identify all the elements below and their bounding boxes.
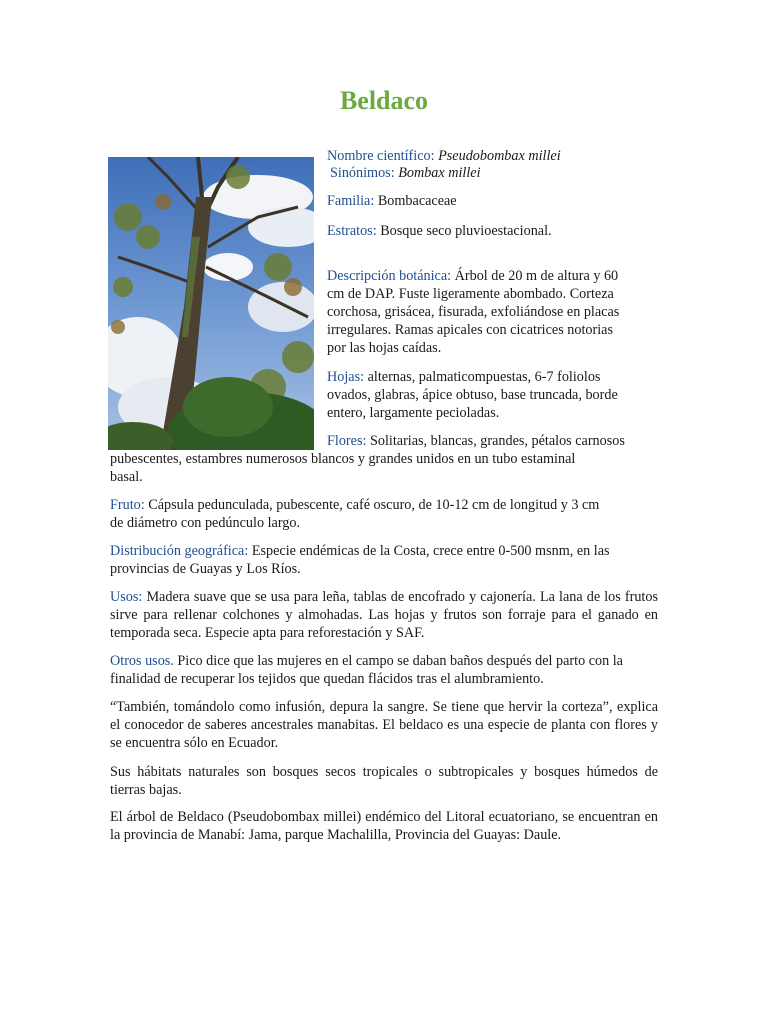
nombre-value: Pseudobombax millei bbox=[438, 148, 561, 164]
flores-line-3: basal. bbox=[110, 469, 143, 485]
arbol-paragraph: El árbol de Beldaco (Pseudobombax millei) endémico del Litoral ecuatoriano, se encuentran en la provincia de Manabí: Jama, parque Machalilla, Provincia del Guayas: Daule. bbox=[110, 809, 658, 843]
descripcion-line-3: corchosa, grisácea, fisurada, exfoliándose en placas bbox=[327, 304, 620, 320]
descripcion-line-2: cm de DAP. Fuste ligeramente abombado. Corteza bbox=[327, 286, 614, 302]
distribucion-text-1: Especie endémicas de la Costa, crece entre 0-500 msnm, en las bbox=[251, 543, 610, 559]
nombre-cientifico bbox=[327, 147, 561, 165]
distribucion-line-1 bbox=[110, 542, 610, 560]
nombre-label: Nombre científico: bbox=[327, 148, 435, 164]
hojas-line-2: ovados, glabras, ápice obtuso, base truncada, borde bbox=[327, 387, 618, 403]
familia-value: Bombacaceae bbox=[377, 193, 457, 209]
fruto-label: Fruto: bbox=[110, 497, 145, 513]
otros-usos-text: Pico dice que las mujeres en el campo se daban baños después del parto con la finalidad de recuperar los tejidos que quedan flácidos tras el alumbramiento. bbox=[110, 653, 623, 687]
otros-usos-paragraph bbox=[110, 652, 658, 688]
habitats-paragraph: Sus hábitats naturales son bosques secos tropicales o subtropicales y bosques húmedos de tierras bajas. bbox=[110, 764, 658, 798]
fruto-text-1: Cápsula pedunculada, pubescente, café oscuro, de 10-12 cm de longitud y 3 cm bbox=[148, 497, 600, 513]
sinonimos-value: Bombax millei bbox=[398, 165, 481, 181]
sinonimos bbox=[330, 164, 481, 182]
descripcion-line-4: irregulares. Ramas apicales con cicatrices notorias bbox=[327, 322, 613, 338]
descripcion-label: Descripción botánica: bbox=[327, 268, 452, 284]
flores-line-2: pubescentes, estambres numerosos blancos y grandes unidos en un tubo estaminal bbox=[110, 451, 576, 467]
distribucion-label: Distribución geográfica: bbox=[110, 543, 249, 559]
flores-line-1 bbox=[327, 432, 625, 450]
tree-photo bbox=[108, 157, 314, 450]
otros-usos-label: Otros usos. bbox=[110, 653, 174, 669]
familia-label: Familia: bbox=[327, 193, 375, 209]
fruto-line-2: de diámetro con pedúnculo largo. bbox=[110, 515, 301, 531]
estratos-label: Estratos: bbox=[327, 223, 377, 239]
descripcion-line-5: por las hojas caídas. bbox=[327, 340, 442, 356]
usos-label: Usos: bbox=[110, 589, 143, 605]
page-title: Beldaco bbox=[339, 86, 429, 115]
distribucion-line-2: provincias de Guayas y Los Ríos. bbox=[110, 561, 301, 577]
tree-photo-illustration bbox=[108, 157, 314, 450]
cita-paragraph: “También, tomándolo como infusión, depura la sangre. Se tiene que hervir la corteza”, explica el conocedor de saberes ancestrales manabitas. El beldaco es una especie de planta con flores y se encuentra sólo en Ecuador. bbox=[110, 699, 658, 751]
familia bbox=[327, 192, 457, 210]
hojas-line-1 bbox=[327, 368, 600, 386]
hojas-text-1: alternas, palmaticompuestas, 6-7 foliolos bbox=[367, 369, 601, 385]
usos-text: Madera suave que se usa para leña, tablas de encofrado y cajonería. La lana de los frutos sirve para rellenar colchones y almohadas. Las hojas y frutos son forraje para el ganado en temporada seca. Especie apta para reforestación y SAF. bbox=[110, 589, 658, 641]
hojas-label: Hojas: bbox=[327, 369, 365, 385]
estratos bbox=[327, 222, 552, 240]
flores-text-1: Solitarias, blancas, grandes, pétalos carnosos bbox=[369, 433, 625, 449]
usos-paragraph bbox=[110, 588, 658, 642]
descripcion-line-1 bbox=[327, 267, 618, 285]
hojas-line-3: entero, largamente pecioladas. bbox=[327, 405, 500, 421]
descripcion-text-1: Árbol de 20 m de altura y 60 bbox=[454, 268, 619, 284]
flores-label: Flores: bbox=[327, 433, 367, 449]
fruto-line-1 bbox=[110, 496, 599, 514]
sinonimos-label: Sinónimos: bbox=[330, 165, 395, 181]
estratos-value: Bosque seco pluvioestacional. bbox=[380, 223, 552, 239]
